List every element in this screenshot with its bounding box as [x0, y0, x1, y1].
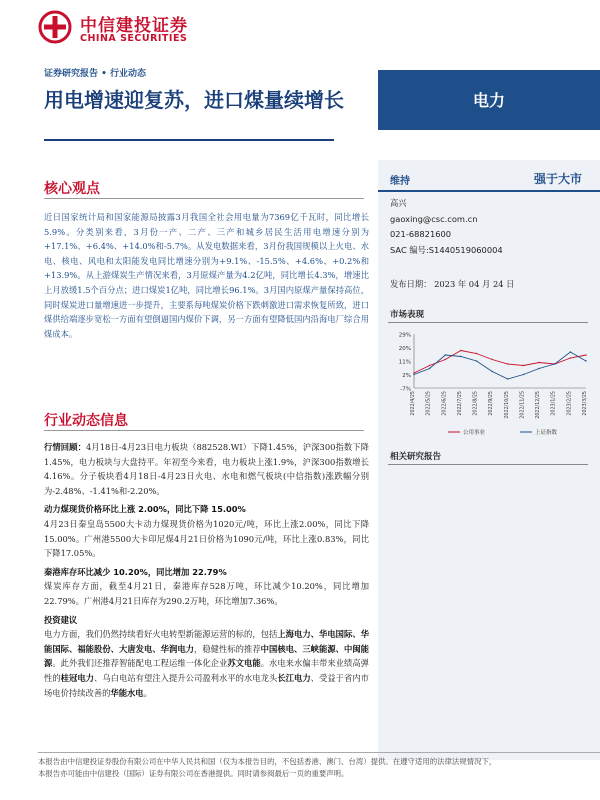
analyst-email[interactable]: gaoxing@csc.com.cn	[390, 213, 478, 224]
analyst-sac: SAC 编号:S1440519060004	[390, 244, 503, 255]
industry-body	[44, 440, 369, 704]
advice-picks-6: 华能水电	[110, 687, 144, 698]
series-line-上证指数	[414, 352, 586, 379]
data-point	[507, 363, 508, 364]
data-point	[570, 357, 571, 358]
market-review	[44, 440, 369, 498]
x-tick-label: 2022/6/25	[442, 391, 448, 416]
brand-name-cn: 中信建投证券	[80, 16, 188, 36]
legend-label: 上证指数	[535, 430, 558, 436]
performance-divider	[388, 322, 588, 323]
advice-text-2: ，稳健性标的推荐	[194, 643, 261, 654]
data-point	[585, 360, 586, 361]
advice-picks-2: 中国核电、三峡能源、中闽能源	[44, 643, 369, 669]
industry-heading: 行业动态信息	[44, 413, 128, 429]
advice-text-3: 。此外我们还推荐智能配电工程运维一体化企业	[52, 658, 228, 669]
rating-value: 强于大市	[533, 172, 582, 186]
brand-logo	[38, 8, 228, 48]
series-line-公用事业	[414, 351, 586, 374]
sidebar	[378, 160, 600, 760]
data-point	[585, 354, 586, 355]
x-tick-label: 2023/1/25	[551, 391, 557, 416]
data-point	[538, 362, 539, 363]
advice-text-5: 、乌白电站有望注入提升公司盈利水平的水电龙头	[94, 672, 278, 683]
disclaimer	[38, 756, 598, 780]
coal-stock-text: 煤炭库存方面，截至4月21日，秦港库存528万吨，环比减少10.20%，同比增加22.79%。广州港4月21日库存为290.2万吨，环比增加7.36%。	[44, 581, 369, 606]
x-tick-label: 2022/10/25	[504, 391, 510, 419]
y-tick-label: 11%	[398, 359, 411, 366]
y-tick-label: 20%	[398, 346, 411, 352]
x-tick-label: 2023/3/25	[583, 391, 588, 416]
disclaimer-line-1: 本报告由中信建投证券股份有限公司在中华人民共和国（仅为本报告目的，不包括香港、澳门、台湾）提供。在遵守适用的法律法规情况下，	[38, 757, 497, 766]
analyst-name: 高兴	[390, 198, 407, 208]
title-divider	[44, 139, 334, 141]
data-point	[507, 378, 508, 379]
report-title: 用电增速迎复苏，进口煤量续增长	[44, 88, 344, 112]
advice-picks-5: 长江电力	[277, 672, 311, 683]
legend-label: 公用事业	[463, 430, 486, 436]
data-point	[554, 363, 555, 364]
related-divider	[388, 464, 588, 465]
x-tick-label: 2023/2/25	[567, 391, 573, 416]
x-tick-label: 2022/8/25	[473, 391, 479, 416]
data-point	[570, 351, 571, 352]
data-point	[429, 365, 430, 366]
x-tick-label: 2022/5/25	[426, 391, 432, 416]
market-review-text: 4月18日-4月23日电力板块（882528.WI）下降1.45%，沪深300指数下降1.45%，电力板块与大盘持平。年初至今来看，电力板块上涨1.9%，沪深300指数增长4.16%。分子板块看4月18日-4月23日火电、水电和燃气板块(中信指数)涨跌幅分别为-2.48%、-1.41%和-2.20%。	[44, 442, 369, 496]
data-point	[460, 350, 461, 351]
industry-divider	[44, 430, 364, 431]
core-paragraph: 近日国家统计局和国家能源局披露3月我国全社会用电量为7369亿千瓦时，同比增长5.9%。分类别来看，3月份一产、二产、三产和城乡居民生活用电增速分别为+17.1%、+6.4%、+14.0%和-5.7%。从发电数据来看，3月份我国规模以上火电、水电、核电、风电和太阳能发电同比增速分别为+9.1%、-15.5%、+4.6%、+0.2%和+13.9%。从上游煤炭生产情况来看，3月原煤产量为4.2亿吨，同比增长4.3%，增速比上月放缓1.5个百分点；进口煤炭1亿吨，同比增长96.1%。3月国内原煤产量保持高位，同时煤炭进口量增速进一步提升，主要系每吨煤炭价格下跌刺激进口需求恢复所致，进口煤供给端逐步宽松一方面有望倒逼国内煤价下调，另一方面有望降低国内沿海电厂综合用煤成本。	[44, 212, 369, 339]
coal-stock-heading: 秦港库存环比减少 10.20%，同比增加 22.79%	[44, 566, 227, 577]
advice-heading: 投资建议	[44, 614, 78, 625]
coal-price-heading: 动力煤现货价格环比上涨 2.00%，同比下降 15.00%	[44, 504, 246, 515]
data-point	[476, 353, 477, 354]
core-divider	[44, 198, 364, 199]
advice-text-6: 、受益于省内市场电价持续改善的	[44, 672, 369, 698]
x-tick-label: 2022/7/25	[457, 391, 463, 416]
advice-text-7: 。	[143, 687, 152, 698]
brand-name-en: CHINA SECURITIES	[80, 33, 188, 44]
advice-text-4: 。水电来水偏丰带来业绩高弹性的	[44, 658, 369, 683]
data-point	[429, 368, 430, 369]
advice-text-1: 电力方面，我们仍然持续看好火电转型新能源运营的标的，包括	[44, 629, 278, 640]
data-point	[538, 368, 539, 369]
x-tick-label: 2022/11/25	[520, 391, 526, 419]
market-performance-chart	[388, 328, 592, 438]
data-point	[523, 365, 524, 366]
data-point	[460, 356, 461, 357]
data-point	[413, 374, 414, 375]
core-heading: 核心观点	[44, 181, 100, 197]
x-tick-label: 2022/9/25	[489, 391, 495, 416]
data-point	[476, 360, 477, 361]
rating-label: 维持	[390, 176, 410, 187]
data-point	[492, 371, 493, 372]
advice-picks-1: 上海电力、华电国际、华能国际、福能股份、大唐发电、华润电力	[44, 629, 369, 654]
brand-emblem-icon	[38, 10, 72, 44]
market-performance-title: 市场表现	[390, 310, 425, 320]
rating-bar	[378, 168, 600, 192]
x-tick-label: 2022/12/25	[536, 391, 542, 419]
data-point	[413, 372, 414, 373]
market-review-label: 行情回顾：	[44, 442, 86, 452]
analyst-info	[390, 196, 503, 258]
y-tick-label: -7%	[400, 386, 411, 393]
advice-text	[44, 627, 369, 700]
disclaimer-line-2: 本报告亦可能由中信建投（国际）证券有限公司在香港提供。同时请参阅最后一页的重要声明。	[38, 769, 349, 778]
coal-price-text: 4月23日秦皇岛5500大卡动力煤现货价格为1020元/吨，环比上涨2.00%，同比下降15.00%。广州港5500大卡印尼煤4月21日价格为1090元/吨，环比上涨0.83%，同比下降17.05%。	[44, 518, 369, 559]
analyst-phone: 021-68821600	[390, 229, 452, 239]
data-point	[445, 359, 446, 360]
publish-date: 发布日期： 2023 年 04 月 24 日	[390, 279, 515, 289]
sector-band	[378, 70, 600, 130]
x-tick-label: 2022/4/25	[411, 391, 416, 416]
y-tick-label: 2%	[402, 373, 411, 379]
data-point	[523, 374, 524, 375]
core-summary	[44, 210, 369, 341]
advice-picks-3: 苏文电能	[227, 658, 261, 669]
sector-label: 电力	[472, 91, 505, 110]
related-reports-title: 相关研究报告	[390, 452, 442, 462]
footer-divider	[38, 752, 600, 753]
data-point	[492, 359, 493, 360]
data-point	[445, 354, 446, 355]
y-tick-label: 29%	[398, 332, 411, 339]
advice-picks-4: 桂冠电力	[60, 672, 95, 683]
report-type: 证券研究报告 • 行业动态	[44, 69, 147, 79]
